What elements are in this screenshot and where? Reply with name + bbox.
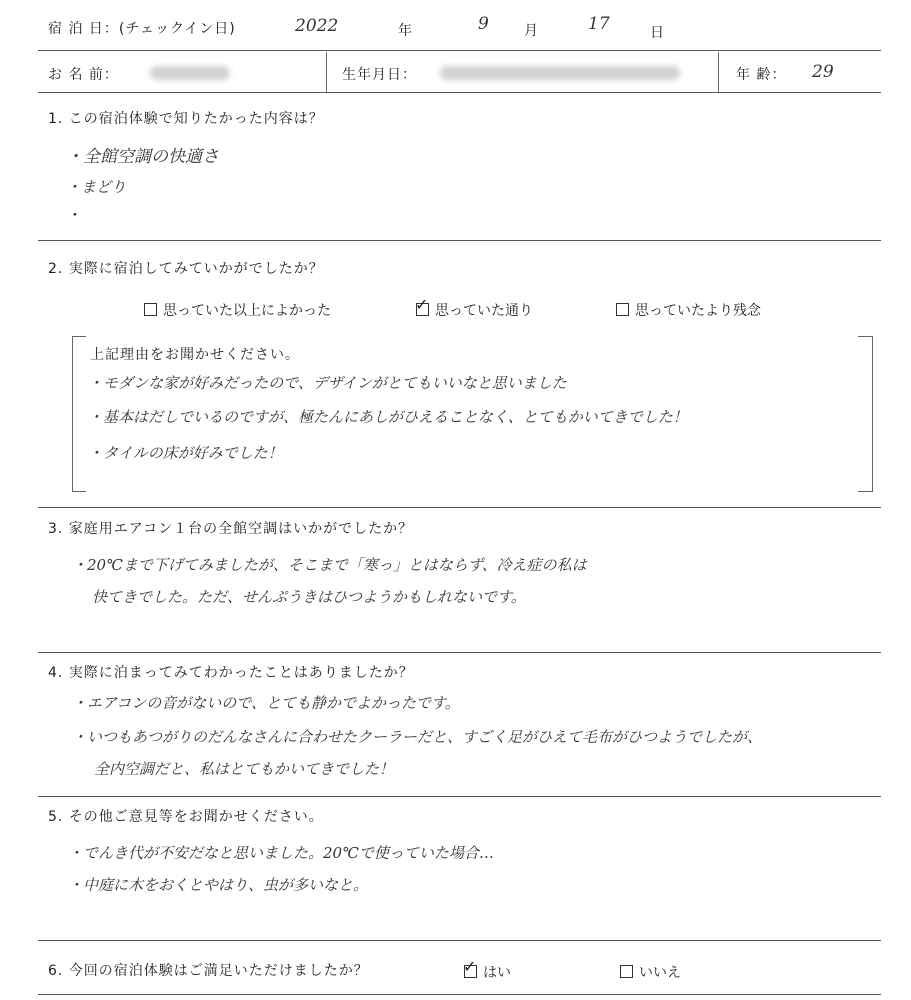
age-label: 年 齢： (736, 67, 787, 83)
q6-rule (38, 994, 881, 995)
name-label: お 名 前： (48, 67, 119, 83)
q5-answer-2: ・中庭に木をおくとやはり、虫が多いなと。 (68, 876, 369, 894)
q2-option-3[interactable] (616, 300, 761, 320)
day-value: 17 (588, 14, 610, 34)
name-redacted (150, 66, 230, 80)
q4-question: 4. 実際に泊まってみてわかったことはありましたか？ (48, 665, 414, 681)
reason-bracket-bl (72, 491, 86, 492)
q2-rule (38, 507, 881, 508)
birth-label: 生年月日： (342, 67, 417, 83)
age-value: 29 (812, 62, 834, 82)
q2-option-2[interactable] (415, 295, 533, 320)
q2-option-1-label: 思っていた以上によかった (163, 303, 331, 319)
q2-option-3-label: 思っていたより残念 (635, 303, 761, 319)
q3-question: 3. 家庭用エアコン１台の全館空調はいかがでしたか？ (48, 521, 414, 537)
check-icon: ✓ (415, 295, 429, 314)
year-label: 年 (398, 23, 413, 39)
reason-bracket-left (72, 336, 73, 492)
q4-answer-1: ・エアコンの音がないので、とても静かでよかったです。 (72, 694, 460, 712)
header-rule-1 (38, 50, 881, 51)
q2-reason-2: ・基本はだしでいるのですが、極たんにあしがひえることなく、とてもかいてきでした！ (88, 408, 688, 426)
header-divider-1 (326, 52, 327, 92)
q5-answer-1: ・でんき代が不安だなと思いました。20℃で使っていた場合… (68, 844, 494, 862)
birth-redacted (440, 66, 680, 80)
day-label: 日 (650, 25, 665, 41)
reason-bracket-tl (72, 336, 86, 337)
q6-option-yes[interactable] (463, 957, 511, 982)
q2-checkbox-1[interactable] (144, 303, 157, 316)
q6-checkbox-no[interactable] (620, 965, 633, 978)
q2-reason-3: ・タイルの床が好みでした！ (88, 444, 283, 462)
q6-checkbox-yes[interactable] (463, 957, 477, 978)
q1-answer-1: ・全館空調の快適さ (66, 147, 219, 167)
q2-reason-prompt: 上記理由をお聞かせください。 (90, 347, 300, 363)
month-value: 9 (478, 14, 489, 34)
year-value: 2022 (295, 16, 339, 36)
q2-option-2-label: 思っていた通り (435, 303, 533, 319)
q3-rule (38, 652, 881, 653)
stay-date-label: 宿 泊 日：(チェックイン日) (48, 21, 236, 37)
q2-reason-1: ・モダンな家が好みだったので、デザインがとてもいいなと思いました (88, 374, 567, 392)
q5-rule (38, 940, 881, 941)
q1-rule (38, 240, 881, 241)
q2-option-1[interactable] (144, 300, 331, 320)
q3-answer-2: 快てきでした。ただ、せんぷうきはひつようかもしれないです。 (92, 588, 526, 606)
header-divider-2 (718, 52, 719, 92)
q6-question: 6. 今回の宿泊体験はご満足いただけましたか？ (48, 963, 369, 979)
q6-option-no[interactable] (620, 962, 681, 982)
q4-answer-3: 全内空調だと、私はとてもかいてきでした！ (94, 760, 395, 778)
q4-rule (38, 796, 881, 797)
q1-answer-2: ・まどり (66, 178, 127, 196)
q2-checkbox-2[interactable] (415, 295, 429, 316)
q5-question: 5. その他ご意見等をお聞かせください。 (48, 809, 324, 825)
q6-option-yes-label: はい (483, 965, 511, 981)
q2-checkbox-3[interactable] (616, 303, 629, 316)
q2-question: 2. 実際に宿泊してみていかがでしたか？ (48, 261, 324, 277)
reason-bracket-tr (858, 336, 872, 337)
q4-answer-2: ・いつもあつがりのだんなさんに合わせたクーラーだと、すごく足がひえて毛布がひつようでしたが、 (72, 728, 763, 746)
reason-bracket-br (858, 491, 872, 492)
check-icon: ✓ (463, 957, 477, 976)
q6-option-no-label: いいえ (639, 965, 681, 981)
q1-answer-3: ・ (66, 206, 82, 224)
q3-answer-1: ・20℃まで下げてみましたが、そこまで「寒っ」とはならず、冷え症の私は (72, 556, 587, 574)
reason-bracket-right (872, 336, 873, 492)
month-label: 月 (524, 23, 539, 39)
q1-question: 1. この宿泊体験で知りたかった内容は？ (48, 111, 324, 127)
header-rule-2 (38, 92, 881, 93)
